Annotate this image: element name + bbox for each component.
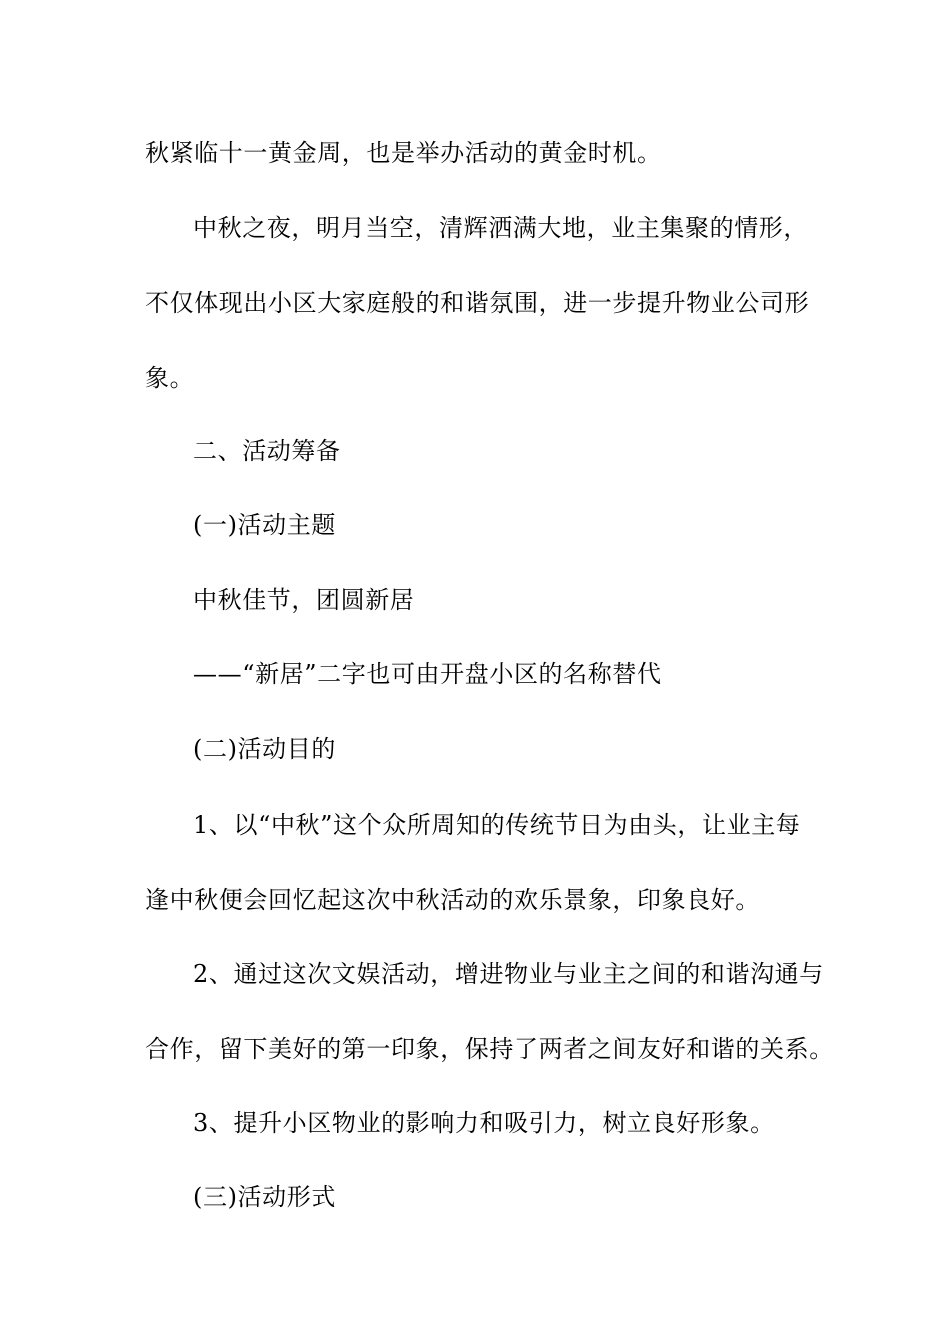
- subsection-heading: (一)活动主题: [193, 511, 336, 539]
- subsection-heading: (三)活动形式: [193, 1183, 336, 1211]
- theme-note: ——“新居”二字也可由开盘小区的名称替代: [193, 660, 662, 688]
- list-item-continuation: 合作，留下美好的第一印象，保持了两者之间友好和谐的关系。: [145, 1035, 834, 1063]
- paragraph-line: 不仅体现出小区大家庭般的和谐氛围，进一步提升物业公司形: [145, 289, 810, 317]
- list-item-continuation: 逢中秋便会回忆起这次中秋活动的欢乐景象，印象良好。: [145, 886, 760, 914]
- list-item: 2、通过这次文娱活动，增进物业与业主之间的和谐沟通与: [193, 960, 824, 988]
- theme-text: 中秋佳节，团圆新居: [193, 586, 415, 614]
- paragraph-line: 中秋之夜，明月当空，清辉洒满大地，业主集聚的情形，: [193, 214, 808, 242]
- section-heading: 二、活动筹备: [193, 437, 341, 465]
- paragraph-line: 秋紧临十一黄金周，也是举办活动的黄金时机。: [145, 139, 662, 167]
- list-item: 1、以“中秋”这个众所周知的传统节日为由头，让业主每: [193, 811, 801, 839]
- subsection-heading: (二)活动目的: [193, 735, 336, 763]
- paragraph-line: 象。: [145, 364, 195, 392]
- list-item: 3、提升小区物业的影响力和吸引力，树立良好形象。: [193, 1109, 775, 1137]
